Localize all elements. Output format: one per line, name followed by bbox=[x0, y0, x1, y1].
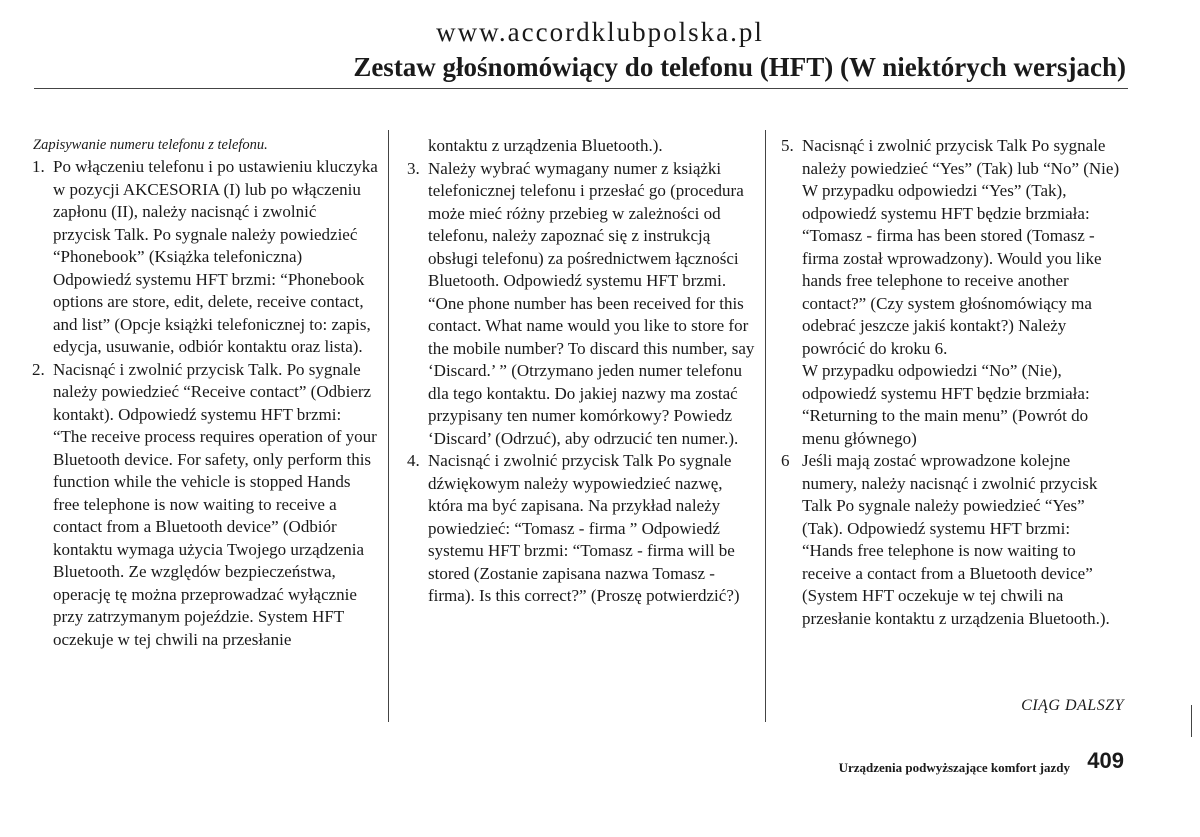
page-number: 409 bbox=[1087, 748, 1124, 773]
item-text: Nacisnąć i zwolnić przycisk Talk Po sygnale należy powiedzieć “Yes” (Tak) lub “No” (Nie) W przypadku odpowiedzi “Yes” (Tak), odpowiedź systemu HFT będzie brzmiała: “Tomasz - firma has been stored (Tomasz - firma został wprowadzony). Would you like hands free telephone to receive another contact?” (Czy system głośnomówiący ma odebrać jeszcze jakiś kontakt?) Należy powrócić do kroku 6. bbox=[802, 136, 1120, 358]
column-2 bbox=[407, 135, 755, 608]
column-divider-2 bbox=[765, 130, 766, 722]
list-item bbox=[781, 135, 1125, 360]
item-number: 4. bbox=[407, 451, 420, 470]
item-number: 6 bbox=[781, 451, 790, 470]
item-text: Jeśli mają zostać wprowadzone kolejne numery, należy nacisnąć i zwolnić przycisk Talk Po sygnale należy powiedzieć “Yes” (Tak). Odpowiedź systemu HFT brzmi: “Hands free telephone is now waiting to receive a contact from a Bluetooth device” (System HFT oczekuje w tej chwili na przesłanie kontaktu z urządzenia Bluetooth.). bbox=[802, 451, 1110, 628]
list-item-continuation bbox=[407, 135, 755, 158]
item-number: 3. bbox=[407, 158, 420, 178]
column-divider-1 bbox=[388, 130, 389, 722]
site-url: www.accordklubpolska.pl bbox=[436, 17, 764, 47]
header-rule bbox=[34, 88, 1128, 89]
list-item bbox=[781, 450, 1125, 630]
list-item bbox=[407, 450, 755, 608]
list-item bbox=[32, 359, 378, 652]
margin-mark bbox=[1191, 705, 1192, 737]
list-item bbox=[32, 156, 378, 359]
footer-section-title: Urządzenia podwyższające komfort jazdy bbox=[838, 760, 1070, 775]
column-1 bbox=[32, 135, 378, 651]
item-number: 2. bbox=[32, 359, 45, 379]
item-text: Nacisnąć i zwolnić przycisk Talk Po sygnale dźwiękowym należy wypowiedzieć nazwę, która ma być zapisana. Na przykład należy powiedzieć: “Tomasz - firma ” Odpowiedź systemu HFT brzmi: “Tomasz - firma will be stored (Zostanie zapisana nazwa Tomasz - firma). Is this correct?” (Proszę potwierdzić?) bbox=[428, 451, 740, 605]
section-lead: Zapisywanie numeru telefonu z telefonu. bbox=[33, 137, 268, 153]
item-number: 1. bbox=[32, 157, 45, 176]
item-text: Należy wybrać wymagany numer z książki telefonicznej telefonu i przesłać go (procedura może mieć różny przebieg w zależności od telefonu, należy zapoznać się z instrukcją obsługi telefonu) za pośrednictwem łączności Bluetooth. Odpowiedź systemu HFT brzmi. “One phone number has been received for this contact. What name would you like to store for the mobile number? To discard this number, say ‘Discard.’ ” (Otrzymano jeden numer telefonu dla tego kontaktu. Do jakiej nazwy ma zostać przypisany ten numer komórkowy? Powiedz ‘Discard’ (Odrzuć), aby odrzucić ten numer.). bbox=[428, 158, 755, 448]
column-3 bbox=[781, 135, 1125, 630]
item-text: kontaktu z urządzenia Bluetooth.). bbox=[428, 136, 663, 155]
item-number: 5. bbox=[781, 136, 794, 155]
item-text: Nacisnąć i zwolnić przycisk Talk. Po sygnale należy powiedzieć “Receive contact” (Odbierz kontakt). Odpowiedź systemu HFT brzmi: “The receive process requires operation of your Bluetooth device. For safety, only perform this function while the vehicle is stopped Hands free telephone is now waiting to receive a contact from a Bluetooth device” (Odbiór kontaktu wymaga użycia Twojego urządzenia Bluetooth. Ze względów bezpieczeństwa, operację tę można przeprowadzać wyłącznie przy zatrzymanym pojeździe. System HFT oczekuje w tej chwili na przesłanie bbox=[53, 359, 377, 649]
page-title: Zestaw głośnomówiący do telefonu (HFT) (W niektórych wersjach) bbox=[353, 52, 1126, 82]
continued-label: CIĄG DALSZY bbox=[1021, 697, 1124, 714]
list-item bbox=[407, 158, 755, 451]
list-item-paragraph bbox=[781, 360, 1125, 450]
item-text: W przypadku odpowiedzi “No” (Nie), odpowiedź systemu HFT będzie brzmiała: “Returning to the main menu” (Powrót do menu głównego) bbox=[802, 361, 1090, 448]
item-text: Po włączeniu telefonu i po ustawieniu kluczyka w pozycji AKCESORIA (I) lub po włączeniu zapłonu (II), należy nacisnąć i zwolnić przycisk Talk. Po sygnale należy powiedzieć “Phonebook” (Książka telefoniczna) Odpowiedź systemu HFT brzmi: “Phonebook options are store, edit, delete, receive contact, and list” (Opcje książki telefonicznej to: zapis, edycja, usuwanie, odbiór kontaktu oraz lista). bbox=[53, 157, 378, 356]
